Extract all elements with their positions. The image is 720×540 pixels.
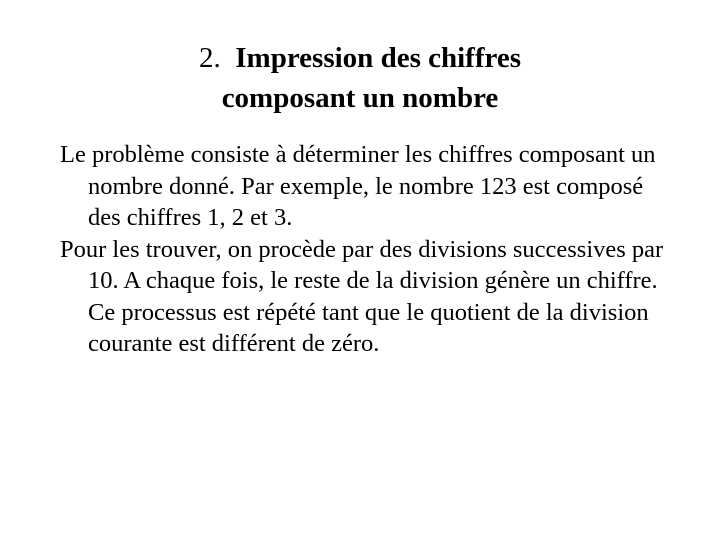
title-line-2: composant un nombre bbox=[221, 82, 499, 114]
title-number: 2. bbox=[199, 42, 221, 74]
paragraph-problem: Le problème consiste à déterminer les chiffres composant un nombre donné. Par exemple, le nombre 123 est composé des chiffres 1, 2 et 3. bbox=[60, 141, 656, 231]
slide-body bbox=[60, 139, 670, 360]
title-line-1 bbox=[0, 38, 720, 78]
title-text-1: Impression des chiffres bbox=[235, 42, 521, 74]
paragraph-method: Pour les trouver, on procède par des divisions successives par 10. A chaque fois, le reste de la division génère un chiffre. Ce processus est répété tant que le quotient de la division courante est différent de zéro. bbox=[60, 235, 664, 357]
slide-title bbox=[0, 38, 720, 118]
